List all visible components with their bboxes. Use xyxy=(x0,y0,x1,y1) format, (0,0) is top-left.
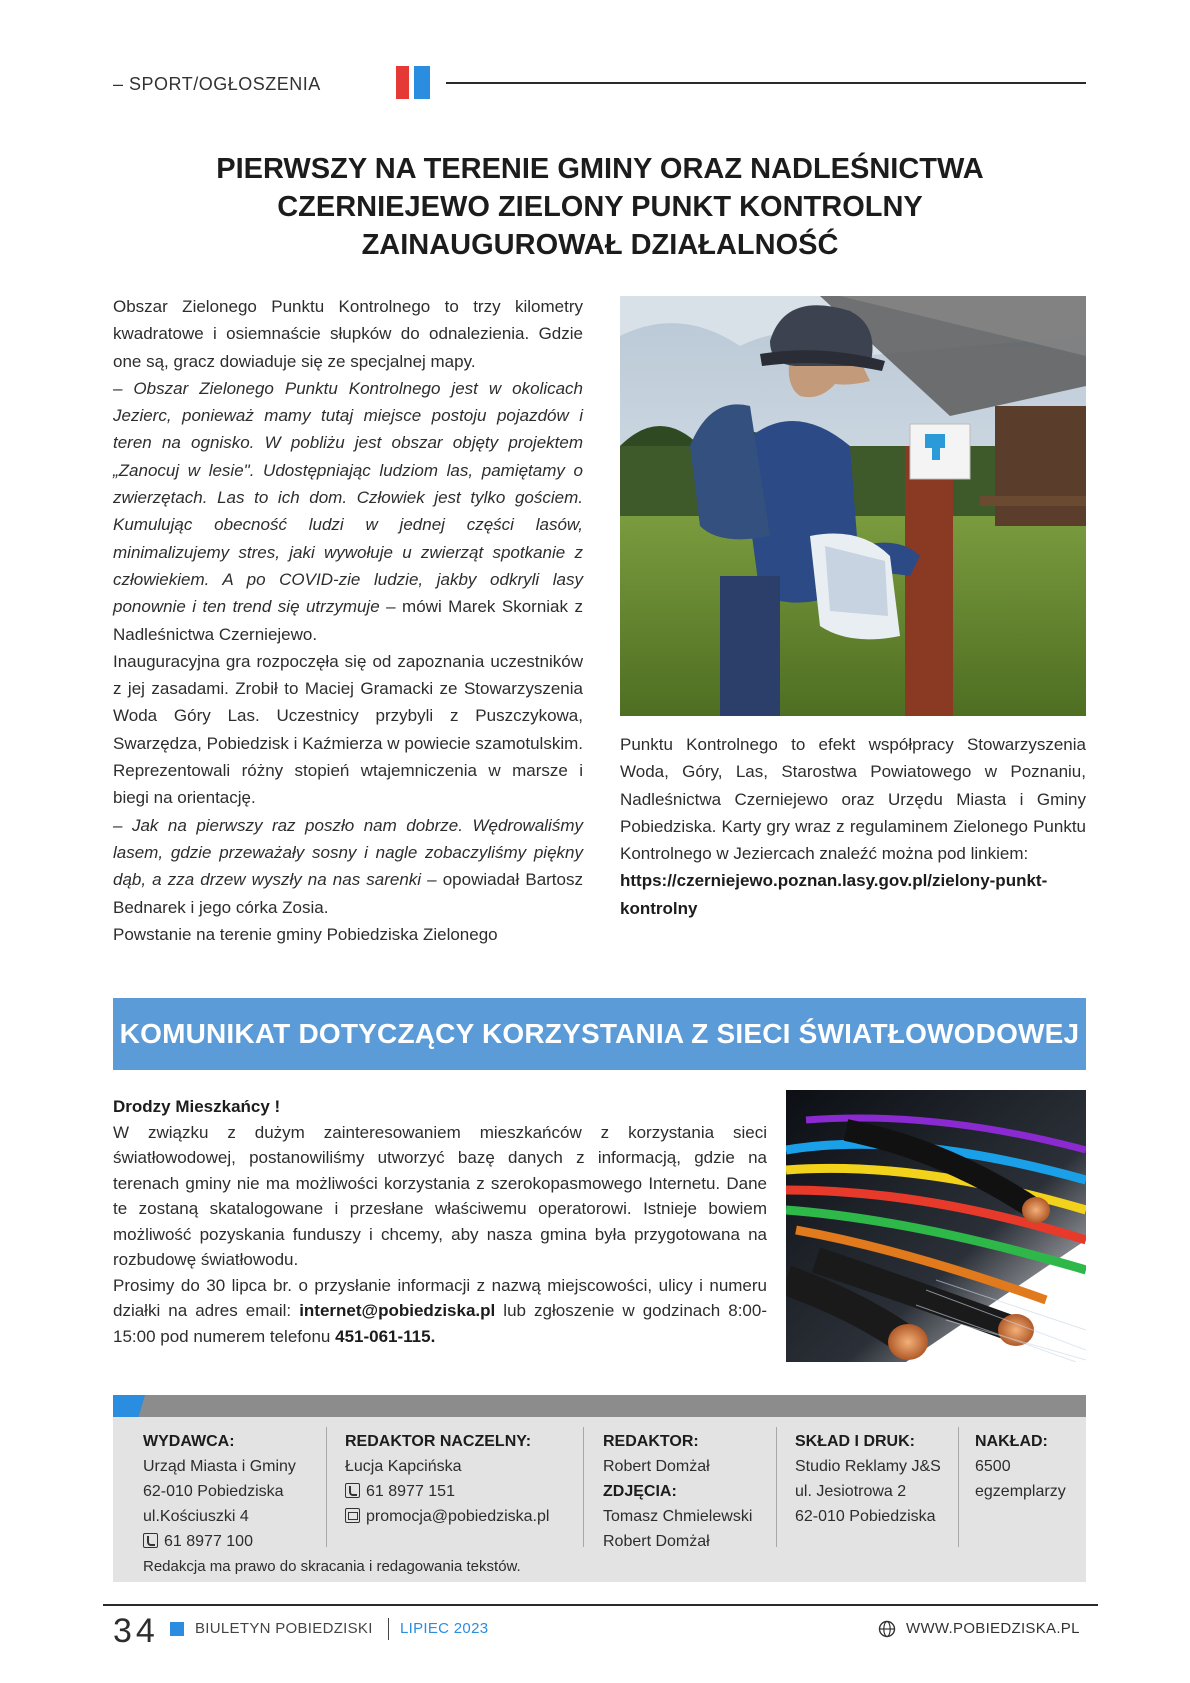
komunikat-title: KOMUNIKAT DOTYCZĄCY KORZYSTANIA Z SIECI ŚWIATŁOWODOWEJ xyxy=(119,1018,1080,1049)
wydawca-line-2: 62-010 Pobiedziska xyxy=(143,1483,284,1500)
article-paragraph-1: Obszar Zielonego Punktu Kontrolnego to trzy kilometry kwadratowe i osiemnaście słupków do odnalezienia. Gdzie one są, gracz dowiaduje się ze specjalnej mapy. xyxy=(113,297,583,371)
mail-icon xyxy=(345,1508,360,1523)
article-quote-2 xyxy=(113,812,583,921)
zdjecia-name-1: Tomasz Chmielewski xyxy=(603,1508,753,1525)
impressum-separator xyxy=(776,1427,777,1547)
naklad-heading: NAKŁAD: xyxy=(975,1433,1048,1450)
header-rule xyxy=(446,82,1086,84)
quote-1-attribution: – mówi Marek Skorniak z Nadleśnictwa Czerniejewo. xyxy=(113,597,583,644)
naklad-count: 6500 xyxy=(975,1458,1011,1475)
sklad-heading: SKŁAD I DRUK: xyxy=(795,1433,915,1450)
komunikat-banner xyxy=(113,998,1086,1070)
footer-rule xyxy=(103,1604,1098,1606)
flag-blue-bar xyxy=(414,66,430,99)
redaktor-naczelny-phone-row xyxy=(345,1479,549,1504)
sklad-line-2: ul. Jesiotrowa 2 xyxy=(795,1483,907,1500)
redaktor-naczelny-email-row xyxy=(345,1504,549,1529)
redaktor-naczelny-heading: REDAKTOR NACZELNY: xyxy=(345,1433,532,1450)
page-number: 34 xyxy=(113,1612,159,1650)
komunikat-paragraph-2 xyxy=(113,1273,767,1350)
footer-date: LIPIEC 2023 xyxy=(400,1620,489,1637)
komunikat-paragraph-1: W związku z dużym zainteresowaniem mieszkańców z korzystania sieci światłowodowej, postanowiliśmy utworzyć bazę danych z informacją, gdzie na terenach gminy nie ma możliwości korzystania z szerokopasmowego Internetu. Dane te zostaną skatalogowane i przesłane właściwemu operatorowi. Istnieje bowiem możliwość pozyskania funduszy i chcemy, aby nasza gmina była przygotowana na rozbudowę światłowodu. xyxy=(113,1122,767,1269)
quote-2-attribution: – opowiadał Bartosz Bednarek i jego córka Zosia. xyxy=(113,870,583,917)
cables-illustration xyxy=(786,1090,1086,1362)
footer-publication: BIULETYN POBIEDZISKI xyxy=(195,1620,373,1637)
photo-illustration xyxy=(620,296,1086,716)
zdjecia-name-2: Robert Domżał xyxy=(603,1533,710,1550)
footer-website[interactable]: WWW.POBIEDZISKA.PL xyxy=(906,1620,1080,1637)
headline-line-3: ZAINAUGUROWAŁ DZIAŁALNOŚĆ xyxy=(361,229,839,261)
komunikat-phone: 451-061-115. xyxy=(335,1326,436,1346)
zdjecia-heading: ZDJĘCIA: xyxy=(603,1483,677,1500)
komunikat-email-link[interactable]: internet@pobiedziska.pl xyxy=(299,1301,496,1320)
phone-icon xyxy=(345,1483,360,1498)
impressum-separator xyxy=(958,1427,959,1547)
wydawca-phone-row xyxy=(143,1529,296,1554)
footer-blue-square xyxy=(170,1622,184,1636)
article-paragraph-3: Powstanie na terenie gminy Pobiedziska Zielonego xyxy=(113,924,498,944)
komunikat-p2-a: Prosimy do 30 lipca br. o przysłanie informacji z nazwą miejscowości, ulicy i numeru działki na adres email: xyxy=(113,1275,767,1320)
footer-divider xyxy=(388,1618,389,1640)
sklad-line-1: Studio Reklamy J&S xyxy=(795,1458,941,1475)
article-quote-1 xyxy=(113,375,583,648)
headline-line-1: PIERWSZY NA TERENIE GMINY ORAZ NADLEŚNICTWA xyxy=(216,153,984,185)
zielony-punkt-link[interactable]: https://czerniejewo.poznan.lasy.gov.pl/zielony-punkt-kontrolny xyxy=(620,871,1048,918)
impressum-redaktor xyxy=(603,1429,752,1554)
quote-2-text: – Jak na pierwszy raz poszło nam dobrze. Wędrowaliśmy lasem, gdzie przeważały sosny i nagle zobaczyliśmy piękny dąb, a zza drzew wyszły na nas sarenki xyxy=(113,815,583,890)
impressum-naklad xyxy=(975,1429,1066,1504)
article-right-column xyxy=(620,731,1086,922)
redaktor-heading: REDAKTOR: xyxy=(603,1433,699,1450)
wydawca-line-3: ul.Kościuszki 4 xyxy=(143,1508,249,1525)
komunikat-p2-b: lub zgłoszenie w godzinach 8:00-15:00 pod numerem telefonu xyxy=(113,1301,767,1346)
redaktor-name: Robert Domżał xyxy=(603,1458,710,1475)
headline-line-2: CZERNIEJEWO ZIELONY PUNKT KONTROLNY xyxy=(277,191,923,223)
wydawca-heading: WYDAWCA: xyxy=(143,1433,235,1450)
article-right-paragraph: Punktu Kontrolnego to efekt współpracy Stowarzyszenia Woda, Góry, Las, Starostwa Powiatowego w Poznaniu, Nadleśnictwa Czerniejewo oraz Urzędu Miasta i Gminy Pobiedziska. Karty gry wraz z regulaminem Zielonego Punktu Kontrolnego w Jeziercach znaleźć można pod linkiem: xyxy=(620,735,1086,864)
sklad-line-3: 62-010 Pobiedziska xyxy=(795,1508,936,1525)
impressum-topbar xyxy=(113,1395,1086,1417)
naklad-unit: egzemplarzy xyxy=(975,1483,1066,1500)
phone-icon xyxy=(143,1533,158,1548)
impressum-note: Redakcja ma prawo do skracania i redagowania tekstów. xyxy=(143,1558,521,1575)
article-left-column xyxy=(113,293,583,948)
wydawca-phone: 61 8977 100 xyxy=(164,1533,253,1550)
quote-1-text: – Obszar Zielonego Punktu Kontrolnego jest w okolicach Jezierc, ponieważ mamy tutaj miejsce postoju pojazdów i teren na ognisko. W pobliżu jest obszar objęty projektem „Zanocuj w lesie". Udostępniając ludziom las, pamiętamy o zwierzętach. Las to ich dom. Człowiek jest tylko gościem. Kumulując obecność ludzi w jednej części lasów, minimalizujemy stres, jaki wywołuje u zwierząt spotkanie z człowiekiem. A po COVID-zie ludzie, jakby odkryli lasy ponownie i ten trend się utrzymuje xyxy=(113,378,583,617)
section-label: – SPORT/OGŁOSZENIA xyxy=(113,74,321,94)
flag-red-bar xyxy=(396,66,409,99)
impressum-box xyxy=(113,1395,1086,1582)
wydawca-line-1: Urząd Miasta i Gminy xyxy=(143,1458,296,1475)
impressum-blue-tab xyxy=(113,1395,145,1417)
redaktor-naczelny-phone: 61 8977 151 xyxy=(366,1483,455,1500)
impressum-wydawca xyxy=(143,1429,296,1554)
impressum-sklad xyxy=(795,1429,941,1529)
article-paragraph-2: Inauguracyjna gra rozpoczęła się od zapoznania uczestników z jej zasadami. Zrobił to Maciej Gramacki ze Stowarzyszenia Woda Góry Las. Uczestnicy przybyli z Puszczykowa, Swarzędza, Pobiedzisk i Kaźmierza w powiecie szamotulskim. Reprezentowali różny stopień wtajemniczenia w marsze i biegi na orientację. xyxy=(113,651,583,808)
fiber-cables-photo xyxy=(786,1090,1086,1362)
article-photo-boy-at-checkpoint xyxy=(620,296,1086,716)
komunikat-greeting: Drodzy Mieszkańcy ! xyxy=(113,1097,281,1116)
redaktor-naczelny-email[interactable]: promocja@pobiedziska.pl xyxy=(366,1508,550,1525)
article-headline xyxy=(150,150,1050,264)
redaktor-naczelny-name: Łucja Kapcińska xyxy=(345,1458,462,1475)
impressum-separator xyxy=(326,1427,327,1547)
komunikat-text xyxy=(113,1094,767,1349)
impressum-redaktor-naczelny xyxy=(345,1429,549,1529)
impressum-separator xyxy=(583,1427,584,1547)
globe-icon xyxy=(878,1620,896,1638)
